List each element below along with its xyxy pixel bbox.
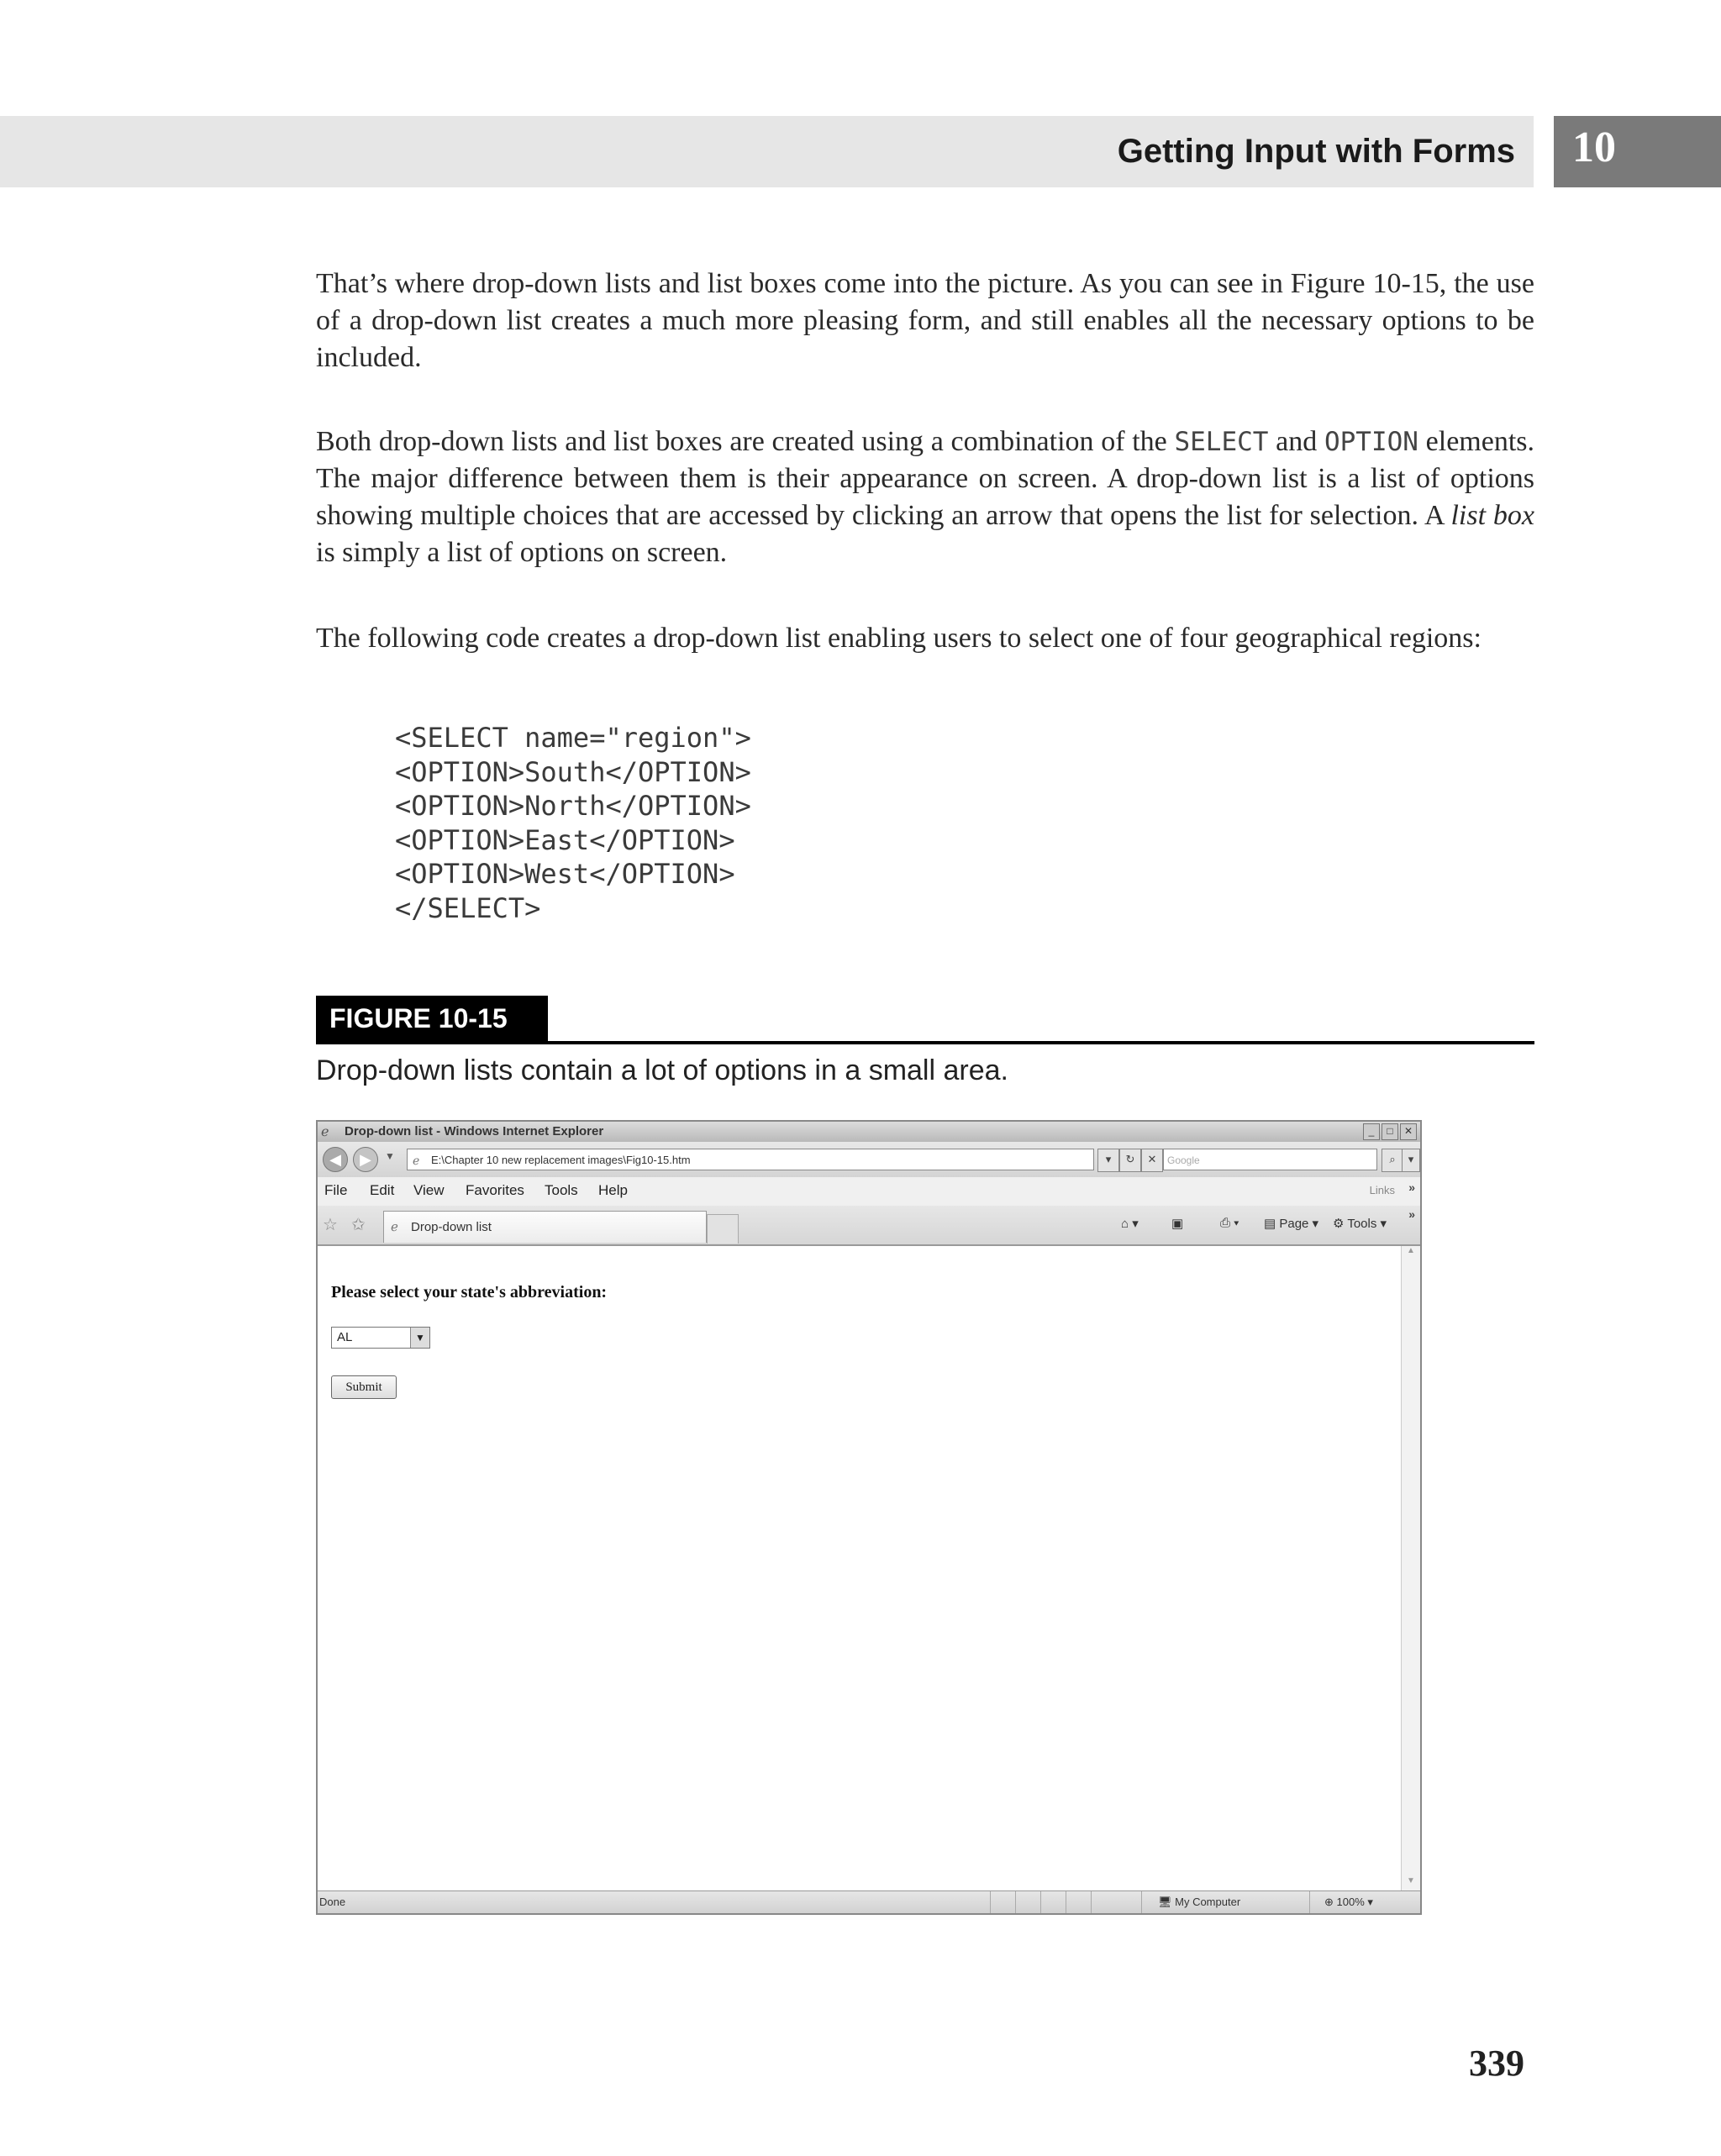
status-divider bbox=[1309, 1891, 1310, 1913]
paragraph-2-text-2: and bbox=[1268, 426, 1324, 457]
state-select[interactable] bbox=[331, 1327, 430, 1349]
home-icon[interactable]: ⌂ ▾ bbox=[1121, 1217, 1139, 1231]
minimize-icon[interactable]: _ bbox=[1363, 1123, 1380, 1140]
zoom-control[interactable]: ⊕ 100% ▾ bbox=[1324, 1896, 1373, 1908]
zone-label: My Computer bbox=[1175, 1896, 1241, 1908]
feeds-icon[interactable]: ▣ bbox=[1171, 1217, 1184, 1231]
inline-code-option: OPTION bbox=[1324, 427, 1418, 457]
running-header-title: Getting Input with Forms bbox=[1117, 133, 1515, 170]
menu-favorites[interactable]: Favorites bbox=[466, 1182, 524, 1198]
code-line: <OPTION>North</OPTION> bbox=[395, 790, 751, 822]
figure-caption: Drop-down lists contain a lot of options in a small area. bbox=[316, 1054, 1008, 1086]
status-divider bbox=[990, 1891, 991, 1913]
tab-title: Drop-down list bbox=[411, 1220, 492, 1234]
figure-rule bbox=[316, 1041, 1534, 1044]
recent-pages-dropdown-icon[interactable]: ▼ bbox=[385, 1150, 395, 1162]
new-tab-button[interactable] bbox=[707, 1214, 739, 1244]
code-line: <SELECT name="region"> bbox=[395, 722, 751, 754]
back-arrow-icon[interactable]: ◀ bbox=[323, 1147, 348, 1172]
menu-view[interactable]: View bbox=[413, 1182, 445, 1198]
figure-label: FIGURE 10-15 bbox=[316, 996, 548, 1041]
paragraph-2-text-3: elements. The major difference between them is their appearance on screen. A drop-down list is a list of options showing multiple choices that are accessed by clicking an arrow that opens the list for selection. A bbox=[316, 426, 1534, 531]
address-input[interactable] bbox=[407, 1149, 1094, 1170]
security-zone: 🖥 My Computer bbox=[1158, 1896, 1241, 1908]
maximize-icon[interactable]: □ bbox=[1382, 1123, 1398, 1140]
menu-file[interactable]: File bbox=[324, 1182, 348, 1198]
status-divider bbox=[1091, 1891, 1092, 1913]
page-icon: ℯ bbox=[391, 1220, 398, 1234]
tools-menu-button[interactable]: ⚙ Tools ▾ bbox=[1333, 1217, 1387, 1231]
status-divider bbox=[1040, 1891, 1041, 1913]
status-divider bbox=[1141, 1891, 1142, 1913]
chevron-down-icon[interactable]: ▼ bbox=[410, 1328, 429, 1348]
page-menu-button[interactable]: ▤ Page ▾ bbox=[1264, 1217, 1319, 1231]
address-dropdown-icon[interactable]: ▾ bbox=[1097, 1149, 1119, 1172]
search-icon[interactable]: ⌕ bbox=[1382, 1149, 1403, 1172]
state-prompt: Please select your state's abbreviation: bbox=[331, 1283, 608, 1301]
chapter-number-box bbox=[1554, 116, 1721, 187]
scroll-down-icon[interactable]: ▼ bbox=[1407, 1876, 1415, 1885]
vertical-scrollbar[interactable] bbox=[1401, 1246, 1420, 1891]
chevron-more-icon[interactable]: » bbox=[1408, 1181, 1415, 1194]
code-listing bbox=[395, 721, 751, 925]
code-line: <OPTION>South</OPTION> bbox=[395, 755, 751, 788]
address-value: E:\Chapter 10 new replacement images\Fig10-15.htm bbox=[431, 1154, 691, 1166]
tab-drop-down-list[interactable] bbox=[383, 1211, 707, 1243]
links-label[interactable]: Links bbox=[1369, 1184, 1395, 1196]
forward-arrow-icon[interactable]: ▶ bbox=[353, 1147, 378, 1172]
page-content bbox=[318, 1246, 1402, 1891]
paragraph-2 bbox=[316, 423, 1534, 571]
page-number: 339 bbox=[1469, 2043, 1524, 2084]
menu-edit[interactable]: Edit bbox=[370, 1182, 395, 1198]
status-text: Done bbox=[319, 1896, 346, 1908]
paragraph-2-text-1: Both drop-down lists and list boxes are created using a combination of the bbox=[316, 426, 1175, 457]
status-divider bbox=[1015, 1891, 1016, 1913]
window-title: Drop-down list - Windows Internet Explorer bbox=[345, 1124, 604, 1138]
paragraph-2-emphasis: list box bbox=[1450, 500, 1534, 531]
close-icon[interactable]: ✕ bbox=[1400, 1123, 1417, 1140]
inline-code-select: SELECT bbox=[1174, 427, 1269, 457]
code-line: <OPTION>East</OPTION> bbox=[395, 823, 735, 856]
favorites-star-icon[interactable]: ☆ bbox=[323, 1216, 338, 1234]
stop-icon[interactable]: ✕ bbox=[1141, 1149, 1163, 1172]
menu-tools[interactable]: Tools bbox=[545, 1182, 578, 1198]
add-favorites-icon[interactable]: ✩ bbox=[351, 1216, 366, 1234]
search-options-icon[interactable]: ▾ bbox=[1402, 1149, 1420, 1172]
page-icon: ℯ bbox=[413, 1154, 420, 1167]
menu-bar bbox=[318, 1177, 1420, 1207]
state-select-value: AL bbox=[337, 1330, 353, 1344]
scroll-up-icon[interactable]: ▲ bbox=[1407, 1246, 1415, 1255]
search-input[interactable]: Google bbox=[1163, 1149, 1377, 1170]
page-menu-label: Page bbox=[1279, 1217, 1309, 1231]
print-icon[interactable]: ⎙ ▾ bbox=[1220, 1216, 1239, 1230]
paragraph-1: That’s where drop-down lists and list boxes come into the picture. As you can see in Figure 10-15, the use of a drop-down list creates a much more pleasing form, and still enables all the necessary options to be included. bbox=[316, 268, 1534, 373]
status-bar bbox=[318, 1890, 1420, 1913]
code-line: <OPTION>West</OPTION> bbox=[395, 858, 735, 890]
paragraph-2-text-4: is simply a list of options on screen. bbox=[316, 537, 728, 568]
refresh-icon[interactable]: ↻ bbox=[1119, 1149, 1141, 1172]
ie-logo-icon: ℯ bbox=[321, 1125, 329, 1139]
tab-bar bbox=[318, 1206, 1420, 1246]
window-controls bbox=[1363, 1123, 1417, 1140]
chapter-number: 10 bbox=[1572, 124, 1616, 171]
browser-window-screenshot bbox=[316, 1120, 1422, 1915]
chevron-more-icon[interactable]: » bbox=[1408, 1207, 1415, 1221]
address-toolbar bbox=[318, 1142, 1420, 1178]
submit-button[interactable]: Submit bbox=[331, 1375, 397, 1399]
paragraph-3: The following code creates a drop-down list enabling users to select one of four geographical regions: bbox=[316, 623, 1482, 654]
tools-menu-label: Tools bbox=[1347, 1217, 1377, 1231]
zoom-label: 100% bbox=[1336, 1896, 1365, 1908]
menu-help[interactable]: Help bbox=[598, 1182, 628, 1198]
code-line: </SELECT> bbox=[395, 891, 541, 924]
window-titlebar bbox=[318, 1122, 1420, 1143]
